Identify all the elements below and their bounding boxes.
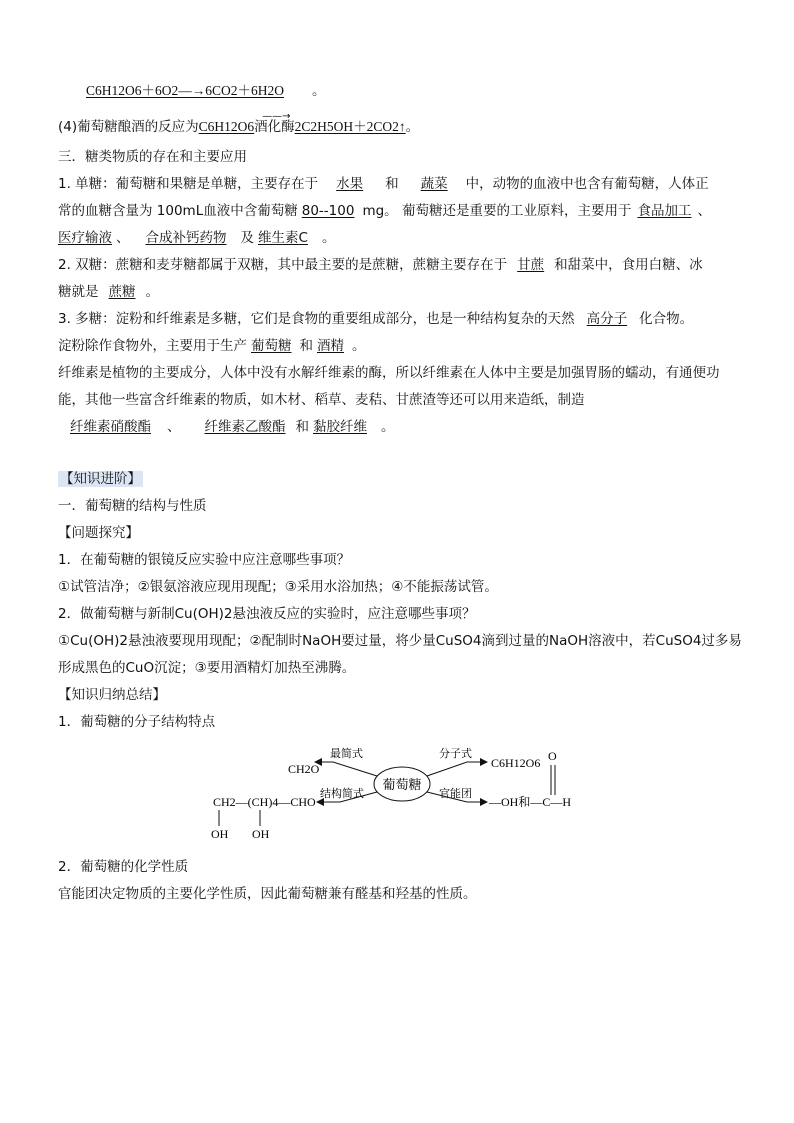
summary-tag: 【知识归纳总结】 (58, 687, 166, 703)
label-formula: 分子式 (439, 747, 472, 760)
poly-line-4: 能，其他一些富含纤维素的物质，如木材、稻草、麦秸、甘蔗渣等还可以用来造纸，制造 (58, 392, 585, 408)
equation-respiration: C6H12O6＋6O2—→6CO2＋6H2O 。 (86, 83, 326, 98)
advance-section-1: 一．葡萄糖的结构与性质 (58, 498, 207, 514)
answer-2-line-2: 形成黑色的CuO沉淀；③要用酒精灯加热至沸腾。 (58, 660, 356, 676)
summary-item-1: 1．葡萄糖的分子结构特点 (58, 714, 216, 730)
hydroxyl-mid: OH (252, 827, 270, 841)
mono-line-3: 医疗输液 、 合成补钙药物 及 维生素C 。 (58, 230, 336, 246)
molecular-formula: C6H12O6 (491, 756, 541, 770)
functional-groups: —OH和—C—H (489, 795, 572, 809)
poly-line-5: 纤维素硝酸酯 、 纤维素乙酸酯 和 黏胶纤维 。 (70, 419, 395, 435)
di-line-2: 糖就是 蔗糖 。 (58, 284, 159, 300)
question-2: 2．做葡萄糖与新制Cu(OH)2悬浊液反应的实验时，应注意哪些事项？ (58, 606, 476, 622)
arrow-over: ——→ (262, 111, 291, 122)
poly-line-3: 纤维素是植物的主要成分，人体中没有水解纤维素的酶，所以纤维素在人体中主要是加强胃肠的蠕动，有通便功 (58, 365, 720, 381)
simplest-formula: CH2O (288, 762, 320, 776)
di-line-1: 2. 双糖：蔗糖和麦芽糖都属于双糖，其中最主要的是蔗糖，蔗糖主要存在于 甘蔗 和甜菜中，食用白糖、冰 (58, 257, 703, 273)
mono-line-2: 常的血糖含量为 100mL血液中含葡萄糖 80--100 mg。 葡萄糖还是重要的工业原料，主要用于 食品加工 、 (58, 203, 711, 219)
glucose-structure-diagram (205, 740, 605, 850)
hydroxyl-left: OH (211, 827, 229, 841)
structural-formula: CH2—(CH)4—CHO (213, 795, 316, 809)
question-1: 1．在葡萄糖的银镜反应实验中应注意哪些事项？ (58, 552, 351, 568)
label-structural: 结构简式 (320, 787, 364, 800)
section-3-title: 三．糖类物质的存在和主要应用 (58, 149, 247, 165)
center-label: 葡萄糖 (382, 778, 422, 793)
label-functional: 官能团 (439, 787, 472, 800)
answer-2-line-1: ①Cu(OH)2悬浊液要现用现配；②配制时NaOH要过量，将少量CuSO4滴到过量的NaOH溶液中，若CuSO4过多易 (58, 633, 742, 649)
mono-line-1: 1. 单糖：葡萄糖和果糖是单糖，主要存在于 水果 和 蔬菜 中，动物的血液中也含有葡萄糖，人体正 (58, 176, 709, 192)
advance-tag: 【知识进阶】 (60, 471, 141, 487)
label-simplest: 最简式 (330, 747, 363, 760)
poly-line-1: 3. 多糖：淀粉和纤维素是多糖，它们是食物的重要组成部分，也是一种结构复杂的天然 高分子 化合物。 (58, 311, 694, 327)
summary-item-3: 官能团决定物质的主要化学性质，因此葡萄糖兼有醛基和羟基的性质。 (58, 886, 477, 902)
summary-item-2: 2．葡萄糖的化学性质 (58, 859, 189, 875)
carbonyl-oxygen: O (548, 749, 557, 763)
respiration-equation: C6H12O6＋6O2—→6CO2＋6H2O (86, 83, 285, 98)
arrow-formula (427, 762, 487, 776)
arrow-simplest (315, 762, 377, 776)
poly-line-2: 淀粉除作食物外，主要用于生产 葡萄糖 和 酒精 。 (58, 338, 366, 354)
answer-1: ①试管洁净；②银氨溶液应现用现配；③采用水浴加热；④不能振荡试管。 (58, 579, 498, 595)
explore-tag: 【问题探究】 (58, 525, 139, 541)
fermentation-line: (4)葡萄糖酿酒的反应为C6H12O6 ——→ 酒化酶2C2H5OH＋2CO2↑。 (58, 118, 419, 136)
